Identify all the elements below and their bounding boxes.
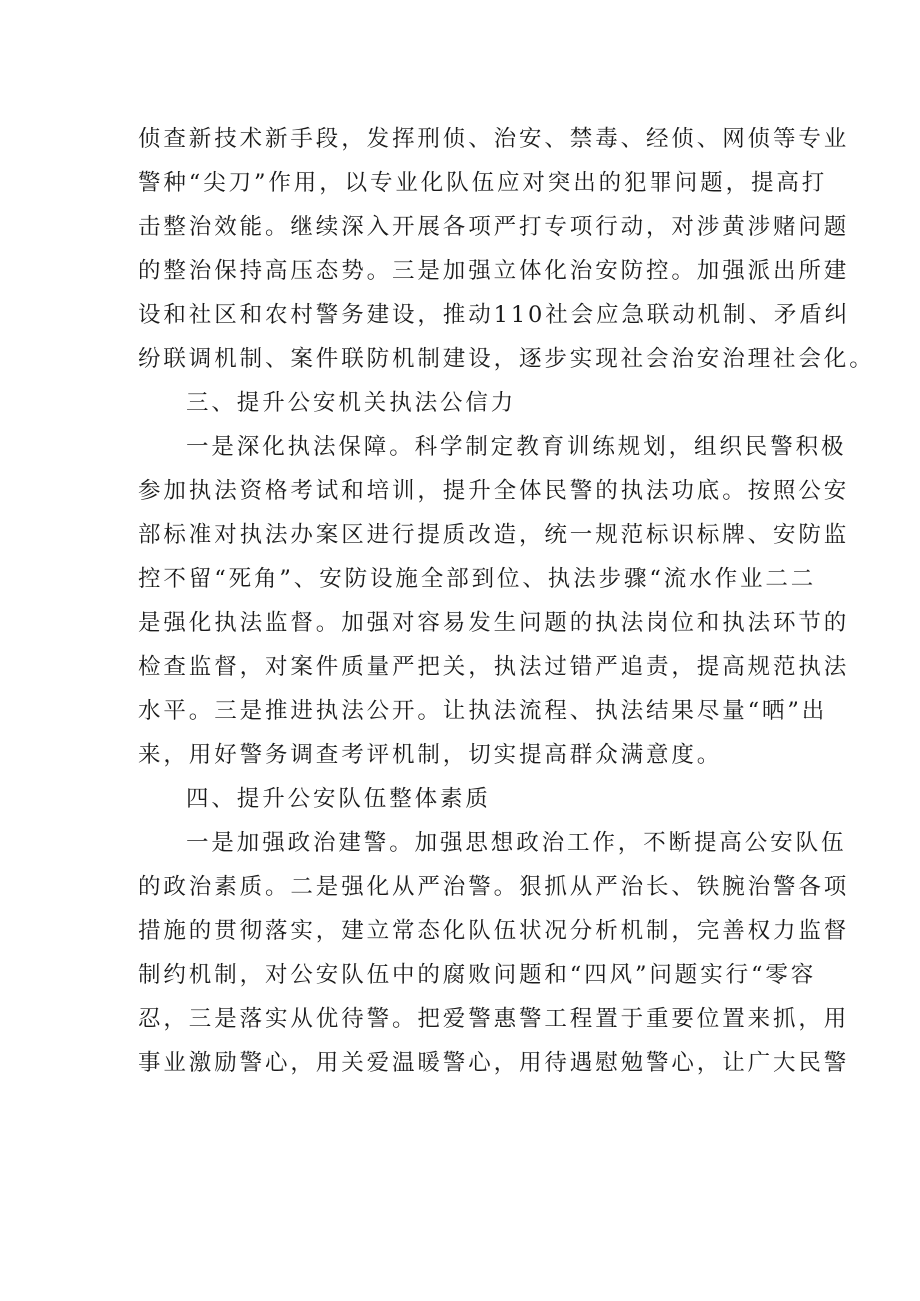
paragraph-line: 来，用好警务调查考评机制，切实提高群众满意度。 xyxy=(138,742,723,768)
paragraph-line: 制约机制，对公安队伍中的腐败问题和“四风”问题实行“零容 xyxy=(138,962,817,988)
paragraph-line: 侦查新技术新手段，发挥刑侦、治安、禁毒、经侦、网侦等专业 xyxy=(138,126,850,152)
paragraph-line: 事业激励警心，用关爱温暖警心，用待遇慰勉警心，让广大民警 xyxy=(138,1050,850,1076)
paragraph-line: 一是深化执法保障。科学制定教育训练规划，组织民警积极 xyxy=(186,434,847,460)
section-heading: 三、提升公安机关执法公信力 xyxy=(186,390,517,416)
paragraph-line: 措施的贯彻落实，建立常态化队伍状况分析机制，完善权力监督 xyxy=(138,918,850,944)
paragraph-line: 检查监督，对案件质量严把关，执法过错严追责，提高规范执法 xyxy=(138,654,850,680)
paragraph-line: 设和社区和农村警务建设，推动110社会应急联动机制、矛盾纠 xyxy=(138,302,851,328)
paragraph-line: 忍，三是落实从优待警。把爱警惠警工程置于重要位置来抓，用 xyxy=(138,1006,850,1032)
paragraph-line: 一是加强政治建警。加强思想政治工作，不断提高公安队伍 xyxy=(186,830,847,856)
paragraph-line: 警种“尖刀”作用，以专业化队伍应对突出的犯罪问题，提高打 xyxy=(138,170,828,196)
paragraph-line: 控不留“死角”、安防设施全部到位、执法步骤“流水作业二二 xyxy=(138,566,817,592)
paragraph-line: 参加执法资格考试和培训，提升全体民警的执法功底。按照公安 xyxy=(138,478,850,504)
paragraph-line: 是强化执法监督。加强对容易发生问题的执法岗位和执法环节的 xyxy=(138,610,850,636)
section-heading: 四、提升公安队伍整体素质 xyxy=(186,786,491,812)
paragraph-line: 纷联调机制、案件联防机制建设，逐步实现社会治安治理社会化。 xyxy=(138,346,875,372)
paragraph-line: 水平。三是推进执法公开。让执法流程、执法结果尽量“晒”出 xyxy=(138,698,828,724)
paragraph-line: 的整治保持高压态势。三是加强立体化治安防控。加强派出所建 xyxy=(138,258,850,284)
paragraph-line: 击整治效能。继续深入开展各项严打专项行动，对涉黄涉赌问题 xyxy=(138,214,850,240)
paragraph-line: 部标准对执法办案区进行提质改造，统一规范标识标牌、安防监 xyxy=(138,522,850,548)
paragraph-line: 的政治素质。二是强化从严治警。狠抓从严治长、铁腕治警各项 xyxy=(138,874,850,900)
